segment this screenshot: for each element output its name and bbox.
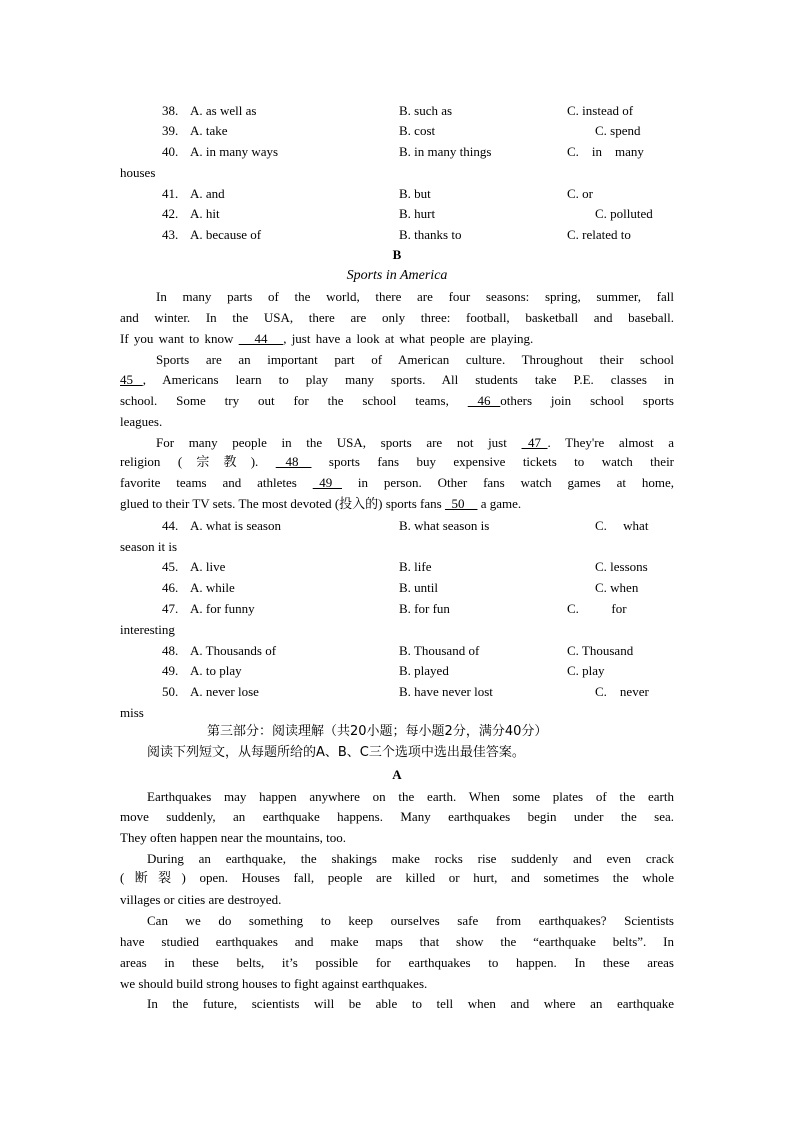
option-a: A. as well as xyxy=(190,103,257,118)
question-number: 43. xyxy=(162,227,179,242)
option-c: C. never xyxy=(595,684,649,699)
option-b: B. life xyxy=(399,559,432,574)
passage-line xyxy=(120,330,674,348)
option-c: C. what xyxy=(595,518,649,533)
passage-line xyxy=(156,434,674,452)
option-a: A. what is season xyxy=(190,518,281,533)
option-b: B. until xyxy=(399,580,439,595)
text: a game. xyxy=(477,496,522,511)
question-number: 46. xyxy=(162,580,179,595)
option-c: C. play xyxy=(567,663,605,678)
blank-48: 48 xyxy=(275,454,312,469)
passage-line xyxy=(120,495,674,513)
blank-47: 47 xyxy=(521,435,548,450)
option-a: A. live xyxy=(190,559,226,574)
passage-line: Can we do something to keep ourselves safe from earthquakes? Scientists xyxy=(147,913,674,928)
option-b: B. for fun xyxy=(399,601,450,616)
passage-line: areas in these belts, it’s possible for earthquakes to happen. In these areas xyxy=(120,955,674,970)
question-number: 45. xyxy=(162,559,179,574)
option-c-wrap: season it is xyxy=(120,539,178,554)
question-number: 40. xyxy=(162,144,179,159)
option-b: B. cost xyxy=(399,123,436,138)
text: others join school sports xyxy=(500,393,674,408)
option-c-wrap: houses xyxy=(120,165,156,180)
question-number: 39. xyxy=(162,123,179,138)
option-a: A. because of xyxy=(190,227,262,242)
question-number: 38. xyxy=(162,103,179,118)
option-c: C. or xyxy=(567,186,593,201)
option-c: C. when xyxy=(595,580,639,595)
passage-line: have studied earthquakes and make maps that show the “earthquake belts”. In xyxy=(120,934,674,949)
option-a: A. and xyxy=(190,186,225,201)
passage-line: In the future, scientists will be able to tell when and where an earthquake xyxy=(147,996,674,1011)
option-c: C. related to xyxy=(567,227,631,242)
question-number: 48. xyxy=(162,643,179,658)
option-b: B. played xyxy=(399,663,449,678)
option-b: B. Thousand of xyxy=(399,643,480,658)
option-a: A. Thousands of xyxy=(190,643,277,658)
text: For many people in the USA, sports are not just xyxy=(156,435,522,450)
text: . They're almost a xyxy=(547,435,674,450)
passage-line: (断裂) open. Houses fall, people are killed or hurt, and sometimes the whole xyxy=(120,870,674,885)
option-b: B. thanks to xyxy=(399,227,462,242)
text: If you want to know xyxy=(120,331,239,346)
option-c-wrap: interesting xyxy=(120,622,175,637)
option-a: A. take xyxy=(190,123,228,138)
passage-line xyxy=(120,474,674,492)
passage-line: villages or cities are destroyed. xyxy=(120,892,282,907)
passage-line: and winter. In the USA, there are only three: football, basketball and baseball. xyxy=(120,310,674,325)
passage-line: In many parts of the world, there are four seasons: spring, summer, fall xyxy=(156,289,674,304)
passage-title: Sports in America xyxy=(346,268,448,283)
passage-line: move suddenly, an earthquake happens. Many earthquakes begin under the sea. xyxy=(120,809,674,824)
option-a: A. to play xyxy=(190,663,242,678)
option-c: C. polluted xyxy=(595,206,653,221)
text: religion (宗教). xyxy=(120,454,276,469)
question-number: 41. xyxy=(162,186,179,201)
passage-line: Earthquakes may happen anywhere on the earth. When some plates of the earth xyxy=(147,789,674,804)
passage-line: leagues. xyxy=(120,414,163,429)
question-number: 47. xyxy=(162,601,179,616)
text: , just have a look at what people are playing. xyxy=(283,331,534,346)
option-c-wrap: miss xyxy=(120,705,144,720)
question-number: 44. xyxy=(162,518,179,533)
blank-49: 49 xyxy=(312,475,342,490)
option-b: B. what season is xyxy=(399,518,490,533)
option-a: A. never lose xyxy=(190,684,259,699)
part3-instruction: 阅读下列短文，从每题所给的A、B、C三个选项中选出最佳答案。 xyxy=(147,745,525,760)
text: sports fans buy expensive tickets to watch their xyxy=(311,454,675,469)
passage-line: They often happen near the mountains, too. xyxy=(120,830,346,845)
section-label-b: B xyxy=(392,247,402,262)
text: glued to their TV sets. The most devoted (投入的) sports fans xyxy=(120,496,445,511)
part3-heading: 第三部分：阅读理解（共20小题；每小题2分，满分40分） xyxy=(207,724,548,739)
option-a: A. hit xyxy=(190,206,220,221)
option-c: C. for xyxy=(567,601,627,616)
text: in person. Other fans watch games at home, xyxy=(341,475,674,490)
text: school. Some try out for the school teams, xyxy=(120,393,468,408)
question-number: 49. xyxy=(162,663,179,678)
question-number: 50. xyxy=(162,684,179,699)
text: favorite teams and athletes xyxy=(120,475,313,490)
option-b: B. but xyxy=(399,186,431,201)
blank-50: 50 xyxy=(444,496,478,511)
option-c: C. lessons xyxy=(595,559,648,574)
option-b: B. have never lost xyxy=(399,684,493,699)
blank-45: 45 xyxy=(120,372,143,387)
section-label-a: A xyxy=(392,767,402,782)
blank-44: 44 xyxy=(238,331,284,346)
option-c: C. Thousand xyxy=(567,643,634,658)
question-number: 42. xyxy=(162,206,179,221)
passage-line: Sports are an important part of American culture. Throughout their school xyxy=(156,352,674,367)
option-b: B. hurt xyxy=(399,206,436,221)
passage-line xyxy=(120,371,674,389)
text: , Americans learn to play many sports. All students take P.E. classes in xyxy=(142,372,674,387)
option-b: B. such as xyxy=(399,103,453,118)
option-c: C. instead of xyxy=(567,103,634,118)
option-b: B. in many things xyxy=(399,144,492,159)
passage-line: During an earthquake, the shakings make rocks rise suddenly and even crack xyxy=(147,851,674,866)
option-c: C. in many xyxy=(567,144,644,159)
passage-line xyxy=(120,453,674,471)
option-c: C. spend xyxy=(595,123,641,138)
option-a: A. for funny xyxy=(190,601,255,616)
passage-line xyxy=(120,392,674,410)
option-a: A. in many ways xyxy=(190,144,279,159)
blank-46: 46 xyxy=(467,393,501,408)
passage-line: we should build strong houses to fight against earthquakes. xyxy=(120,976,428,991)
option-a: A. while xyxy=(190,580,235,595)
